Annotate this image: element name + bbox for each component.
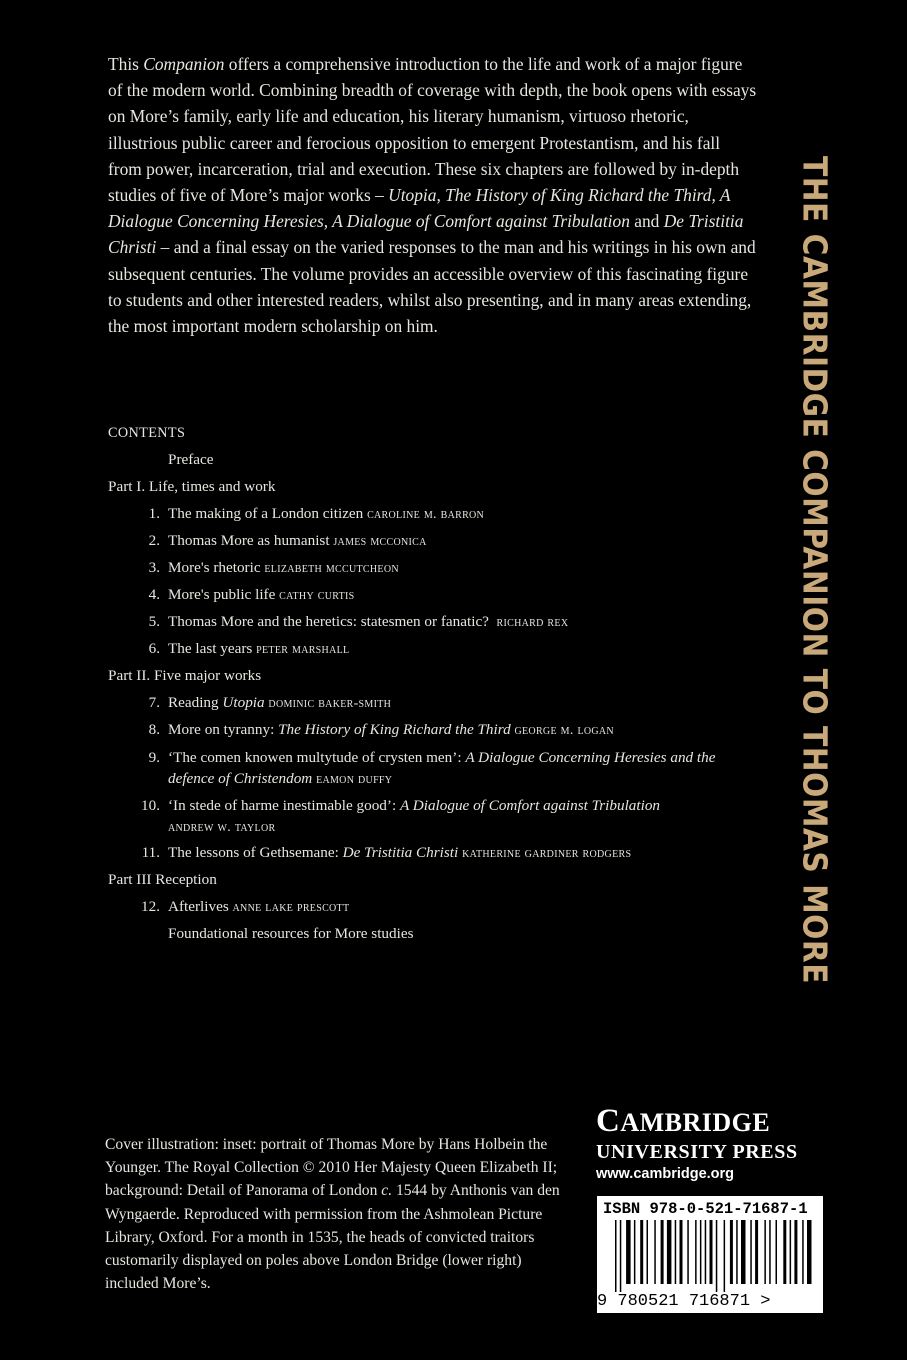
publisher-url: www.cambridge.org (596, 1166, 735, 1182)
barcode-bar (661, 1220, 664, 1284)
toc-chapter (108, 693, 758, 720)
spine-title (760, 155, 870, 985)
publisher-name: CAMBRIDGE (596, 1103, 771, 1139)
table-of-contents (108, 423, 758, 951)
chapter-title: More's public life (168, 586, 276, 603)
toc-resources: Foundational resources for More studies (168, 925, 414, 942)
chapter-author: andrew w. taylor (168, 820, 276, 835)
barcode-bar (736, 1220, 738, 1284)
blurb-text: and (629, 211, 664, 232)
chapter-title: Thomas More as humanist (168, 532, 330, 549)
chapter-author: cathy curtis (279, 588, 355, 603)
barcode-bar (724, 1220, 726, 1292)
chapter-title-italic: Utopia (222, 694, 265, 711)
toc-chapter (108, 585, 758, 612)
barcode-bar (710, 1220, 713, 1284)
description-blurb (108, 51, 758, 339)
barcode-bar (615, 1220, 617, 1292)
chapter-number: 6. (148, 640, 160, 657)
toc-chapter (108, 612, 758, 639)
barcode-bar (634, 1220, 636, 1284)
blurb-italic: Utopia, The History of King Richard the Third, A Dialogue Concerning Heresies, A Dialogue of Comfort against Tribulation (108, 185, 731, 232)
chapter-author: dominic baker-smith (268, 696, 392, 711)
blurb-text: – and a final essay on the varied responses to the man and his writings in his own and subsequent centuries. The volume provides an accessible overview of this fascinating figure to students and other interested readers, whilst also presenting, and in many areas extending, the most important modern scholarship on him. (108, 237, 756, 337)
chapter-number: 4. (148, 586, 160, 603)
barcode-bar (807, 1220, 812, 1284)
chapter-title-italic: The History of King Richard the Third (278, 721, 511, 738)
barcode-digits: 9 780521 716871 > (597, 1292, 771, 1311)
chapter-number: 11. (141, 844, 160, 861)
chapter-author: katherine gardiner rodgers (462, 846, 632, 861)
barcode-bar (626, 1220, 631, 1284)
blurb-italic: De Tristitia Christi (108, 211, 744, 258)
chapter-title: More's rhetoric (168, 559, 261, 576)
toc-chapter (108, 531, 758, 558)
chapter-number: 8. (148, 721, 160, 738)
barcode-bar (769, 1220, 771, 1284)
toc-part-2: Part II. Five major works (108, 667, 262, 684)
barcode-bar (755, 1220, 758, 1284)
barcode-bar (716, 1220, 718, 1292)
contents-heading: CONTENTS (108, 425, 186, 441)
chapter-title: More on tyranny: (168, 721, 279, 738)
barcode-bar (667, 1220, 672, 1284)
chapter-title-italic: A Dialogue of Comfort against Tribulation (399, 797, 661, 814)
barcode-bar (776, 1220, 778, 1284)
chapter-title: Thomas More and the heretics: statesmen or fanatic? (168, 613, 489, 630)
barcode-bar (654, 1220, 656, 1284)
barcode-bar (695, 1220, 697, 1284)
chapter-author: peter marshall (256, 642, 350, 657)
barcode-bar (705, 1220, 707, 1284)
chapter-author: anne lake prescott (232, 900, 350, 915)
cover-credit: Cover illustration: inset: portrait of Thomas More by Hans Holbein the Younger. The Royal Collection © 2010 Her Majesty Queen Elizabeth II; background: Detail of Panorama of London c. 1544 by Anthonis van den Wyngaerde. Reproduced with permission from the Ashmolean Picture Library, Oxford. For a month in 1535, the heads of convicted traitors customarily displayed on poles above London Bridge (lower right) included More’s. (105, 1136, 560, 1293)
barcode-bar (741, 1220, 746, 1284)
barcode-bar (675, 1220, 677, 1284)
barcode-bar (680, 1220, 683, 1284)
toc-chapter (108, 504, 758, 531)
barcode-bar (764, 1220, 766, 1284)
barcode-bar (640, 1220, 643, 1284)
chapter-title-italic: De Tristitia Christi (342, 844, 459, 861)
chapter-author: eamon duffy (316, 772, 393, 787)
blurb-text: This (108, 54, 144, 74)
blurb-text: offers a comprehensive introduction to the life and work of a major figure of the modern world. Combining breadth of coverage with depth, the book opens with essays on More’s family, early life and education, his literary humanism, virtuoso rhetoric, illustrious public career and ferocious opposition to emergent Protestantism, and his fall from power, incarceration, trial and execution. These six chapters are followed by in-depth studies of five of More’s major works – (108, 54, 757, 206)
toc-part-3: Part III Reception (108, 871, 217, 888)
chapter-number: 1. (148, 505, 160, 522)
barcode-bar (802, 1220, 804, 1284)
barcode-bar (783, 1220, 786, 1284)
spine-title-text: THE CAMBRIDGE COMPANION TO THOMAS MORE (795, 155, 835, 985)
toc-preface: Preface (168, 451, 214, 468)
chapter-title: Afterlives (168, 898, 229, 915)
barcode-bar (750, 1220, 752, 1284)
toc-chapter (108, 795, 758, 843)
chapter-number: 3. (148, 559, 160, 576)
chapter-author: elizabeth mccutcheon (264, 561, 399, 576)
barcode-bar (647, 1220, 649, 1284)
chapter-author: richard rex (496, 615, 569, 630)
chapter-number: 10. (141, 797, 160, 814)
blurb-italic: Companion (143, 54, 225, 74)
chapter-title: Reading (168, 694, 223, 711)
barcode-bar (790, 1220, 792, 1284)
toc-chapter (108, 720, 758, 747)
chapter-author: james mcconica (333, 534, 427, 549)
chapter-title: ‘The comen knowen multytude of crysten men’: (168, 749, 466, 766)
chapter-number: 5. (148, 613, 160, 630)
chapter-title: The last years (168, 640, 253, 657)
toc-chapter (108, 747, 758, 795)
chapter-title: ‘In stede of harme inestimable good’: (168, 797, 400, 814)
chapter-number: 2. (148, 532, 160, 549)
chapter-number: 9. (148, 749, 160, 766)
toc-part-1: Part I. Life, times and work (108, 478, 276, 495)
toc-chapter (108, 558, 758, 585)
toc-chapter (108, 843, 758, 870)
barcode-icon (601, 1220, 819, 1292)
toc-chapter (108, 897, 758, 924)
chapter-author: caroline m. barron (367, 507, 485, 522)
chapter-title: The making of a London citizen (168, 505, 364, 522)
publisher-logo (596, 1103, 836, 1185)
publisher-subtitle: UNIVERSITY PRESS (596, 1141, 798, 1163)
barcode-bar (620, 1220, 622, 1292)
chapter-title: The lessons of Gethsemane: (168, 844, 343, 861)
toc-chapter (108, 639, 758, 666)
barcode-bar (700, 1220, 702, 1284)
chapter-number: 12. (141, 898, 160, 915)
barcode-bar (687, 1220, 689, 1284)
chapter-number: 7. (148, 694, 160, 711)
barcode-bar (730, 1220, 733, 1284)
chapter-author: george m. logan (514, 723, 614, 738)
chapter-title-italic: A Dialogue Concerning Heresies and the defence of Christendom (168, 749, 716, 787)
isbn-text: ISBN 978-0-521-71687-1 (603, 1200, 808, 1218)
isbn-barcode (597, 1196, 823, 1313)
barcode-bar (794, 1220, 797, 1284)
